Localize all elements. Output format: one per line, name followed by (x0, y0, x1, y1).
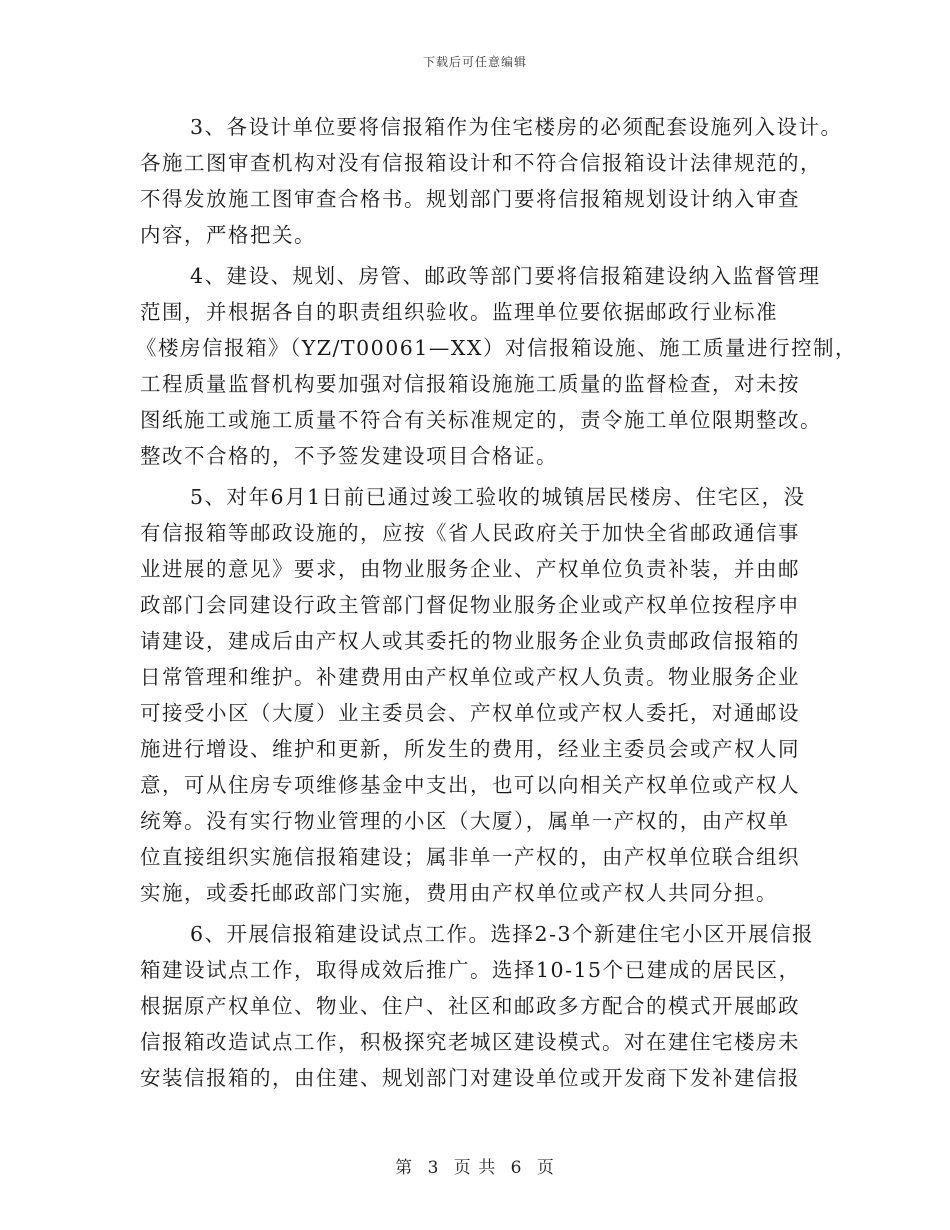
text-line: 图纸施工或施工质量不符合有关标准规定的，责令施工单位限期整改。 (140, 408, 822, 432)
page-header: 下载后可任意编辑 (422, 55, 527, 69)
text-line: 箱建设试点工作，取得成效后推广。选择10-15个已建成的居民区， (140, 958, 801, 982)
page-footer (0, 1153, 950, 1178)
text-line: 有信报箱等邮政设施的，应按《省人民政府关于加快全省邮政通信事 (140, 521, 800, 545)
text-line: 《楼房信报箱》（YZ/T00061—XX）对信报箱设施、施工质量进行控制， (136, 336, 858, 360)
text-line: 安装信报箱的，由住建、规划部门对建设单位或开发商下发补建信报 (140, 1066, 800, 1090)
text-line: 政部门会同建设行政主管部门督促物业服务企业或产权单位按程序申 (140, 593, 800, 617)
footer-mid: 页 共 (453, 1158, 497, 1178)
total-page-count: 6 (510, 1158, 523, 1178)
text-line: 根据原产权单位、物业、住户、社区和邮政多方配合的模式开展邮政 (140, 994, 800, 1018)
text-line: 范围，并根据各自的职责组织验收。监理单位要依据邮政行业标准 (140, 300, 778, 324)
text-line: 日常管理和维护。补建费用由产权单位或产权人负责。物业服务企业 (140, 665, 800, 689)
text-line: 统筹。没有实行物业管理的小区（大厦），属单一产权的，由产权单 (140, 809, 790, 833)
footer-prefix: 第 (395, 1158, 414, 1178)
text-line: 业进展的意见》要求，由物业服务企业、产权单位负责补装，并由邮 (140, 557, 800, 581)
text-line: 3、各设计单位要将信报箱作为住宅楼房的必须配套设施列入设计。 (190, 115, 843, 139)
text-line: 实施，或委托邮政部门实施，费用由产权单位或产权人共同分担。 (140, 881, 778, 905)
current-page-number: 3 (427, 1158, 440, 1178)
text-line: 施进行增设、维护和更新，所发生的费用，经业主委员会或产权人同 (140, 737, 800, 761)
text-line: 工程质量监督机构要加强对信报箱设施施工质量的监督检查，对未按 (140, 372, 800, 396)
text-line: 4、建设、规划、房管、邮政等部门要将信报箱建设纳入监督管理 (190, 264, 821, 288)
text-line: 位直接组织实施信报箱建设；属非单一产权的，由产权单位联合组织 (140, 845, 800, 869)
text-line: 不得发放施工图审查合格书。规划部门要将信报箱规划设计纳入审查 (140, 187, 800, 211)
text-line: 6、开展信报箱建设试点工作。选择2-3个新建住宅小区开展信报 (190, 922, 815, 946)
text-line: 可接受小区（大厦）业主委员会、产权单位或产权人委托，对通邮设 (140, 701, 800, 725)
footer-suffix: 页 (536, 1158, 555, 1178)
text-line: 各施工图审查机构对没有信报箱设计和不符合信报箱设计法律规范的， (140, 151, 822, 175)
text-line: 意，可从住房专项维修基金中支出，也可以向相关产权单位或产权人 (140, 773, 800, 797)
text-line: 信报箱改造试点工作，积极探究老城区建设模式。对在建住宅楼房未 (140, 1030, 800, 1054)
text-line: 5、对年6月1日前已通过竣工验收的城镇居民楼房、住宅区，没 (190, 485, 806, 509)
text-line: 整改不合格的，不予签发建设项目合格证。 (140, 444, 558, 468)
text-line: 请建设，建成后由产权人或其委托的物业服务企业负责邮政信报箱的 (140, 629, 800, 653)
text-line: 内容，严格把关。 (140, 223, 316, 247)
